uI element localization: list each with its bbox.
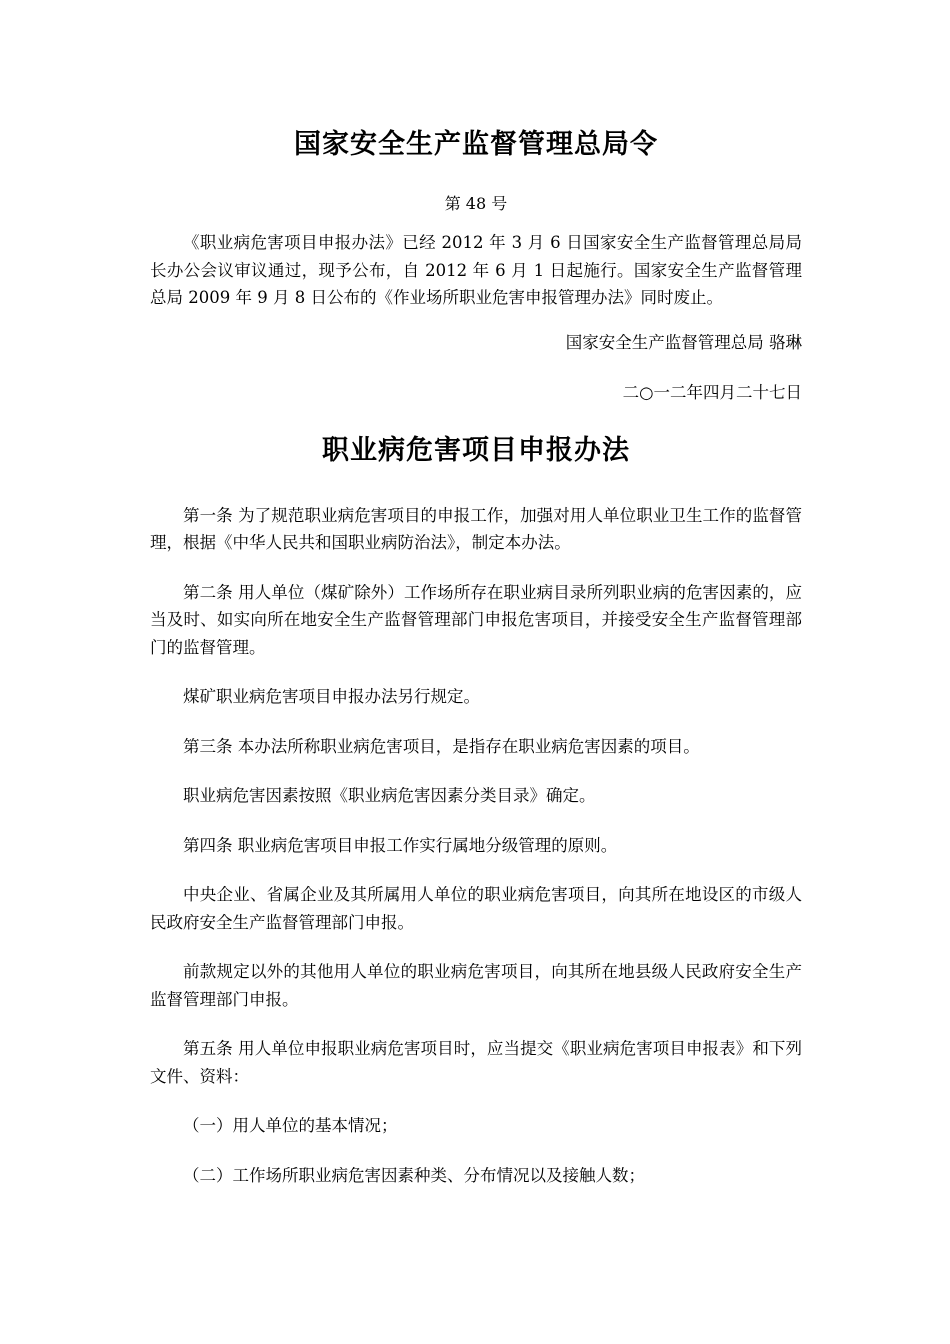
decree-number: 第 48 号 [444,194,508,213]
article-4-item-1: 中央企业、省属企业及其所属用人单位的职业病危害项目，向其所在地设区的市级人民政府安全生产监督管理部门申报。 [150,885,802,932]
article-3-note: 职业病危害因素按照《职业病危害因素分类目录》确定。 [183,786,596,805]
decree-preamble: 《职业病危害项目申报办法》已经 2012 年 3 月 6 日国家安全生产监督管理总局局长办公会议审议通过，现予公布，自 2012 年 6 月 1 日起施行。国家安全生产监督管理总局 2009 年 9 月 8 日公布的《作业场所职业危害申报管理办法》同时废止。 [150,233,802,307]
article-2-note: 煤矿职业病危害项目申报办法另行规定。 [183,687,480,706]
decree-signer: 国家安全生产监督管理总局 骆琳 [565,332,802,352]
document-page [150,128,802,1189]
article-4-item-2: 前款规定以外的其他用人单位的职业病危害项目，向其所在地县级人民政府安全生产监督管理部门申报。 [150,962,802,1009]
decree-title: 国家安全生产监督管理总局令 [294,129,658,160]
regulation-title: 职业病危害项目申报办法 [322,434,630,466]
article-5-item-1: （一）用人单位的基本情况； [183,1116,398,1135]
article-2: 第二条 用人单位（煤矿除外）工作场所存在职业病目录所列职业病的危害因素的，应当及时、如实向所在地安全生产监督管理部门申报危害项目，并接受安全生产监督管理部门的监督管理。 [150,582,802,657]
article-5-item-2: （二）工作场所职业病危害因素种类、分布情况以及接触人数； [183,1165,645,1185]
article-4: 第四条 职业病危害项目申报工作实行属地分级管理的原则。 [183,835,618,855]
article-3: 第三条 本办法所称职业病危害项目，是指存在职业病危害因素的项目。 [183,736,700,756]
decree-date: 二○一二年四月二十七日 [622,382,802,402]
article-1: 第一条 为了规范职业病危害项目的申报工作，加强对用人单位职业卫生工作的监督管理，根据《中华人民共和国职业病防治法》，制定本办法。 [150,505,802,552]
article-5: 第五条 用人单位申报职业病危害项目时，应当提交《职业病危害项目申报表》和下列文件、资料： [150,1039,802,1086]
